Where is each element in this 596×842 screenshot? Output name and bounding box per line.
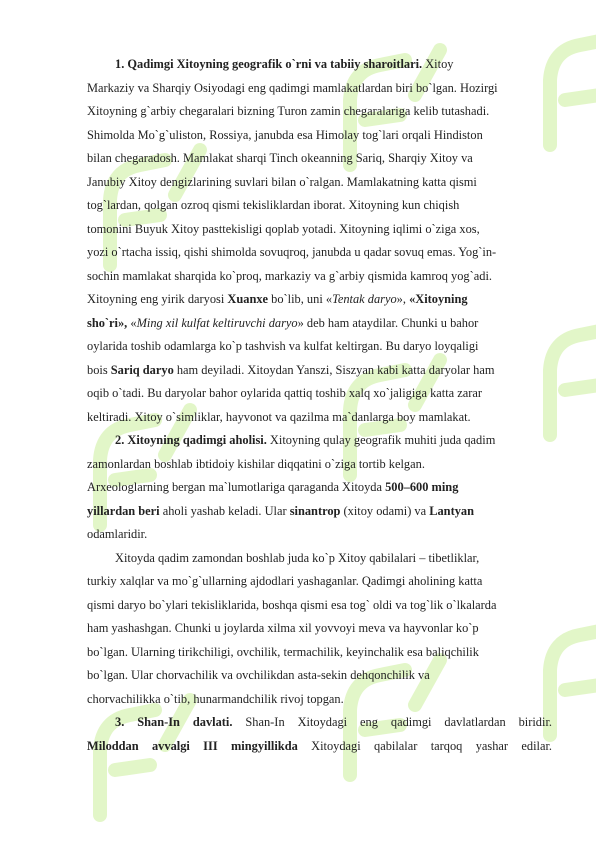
text-line [87,711,552,735]
text-line [87,570,552,594]
text-run: Arxeologlarning bergan ma`lumotlariga qaraganda Xitoyda [87,480,386,494]
text-run: bo`lgan. Ular chorvachilik va ovchilikdan asta-sekin dehqonchilik va [87,668,430,682]
text-run: bilan chegaradosh. Mamlakat sharqi Tinch okeanning Sariq, Sharqiy Xitoy va [87,151,473,165]
italic-text: Ming xil kulfat keltiruvchi daryo [136,315,298,330]
bold-text: 2. Xitoyning qadimgi aholisi. [115,433,267,447]
text-line [87,288,552,312]
bold-text: 3. Shan-In davlati. [115,715,233,729]
text-line [87,406,552,430]
text-line [87,312,552,336]
bold-text: sho`ri», [87,315,128,330]
text-line [87,359,552,383]
text-line [87,617,552,641]
italic-text: Tentak daryo [332,292,397,306]
document-body [87,53,552,758]
text-run: Xitoyning qulay geografik muhiti juda qadim [266,433,496,447]
text-line [87,688,552,712]
text-run: tomonini Buyuk Xitoy pasttekisligi qoplab yotadi. Xitoyning iqlimi o`ziga xos, [87,221,480,236]
bold-text: Xuanxe [227,292,269,306]
text-line [87,124,552,148]
bold-text: Miloddan avvalgi III mingyillikda [87,738,298,753]
text-line [87,476,552,500]
text-run: Xitoyning eng yirik daryosi [87,292,228,306]
text-line [87,100,552,124]
text-line [87,194,552,218]
text-run: chorvachilikka o`tib, hunarmandchilik rivoj topgan. [87,691,344,706]
watermark-mark [550,30,596,145]
text-line [87,53,552,77]
text-run: oqib o`tadi. Bu daryolar bahor oylarida qattiq toshib xalq xo`jaligiga katta zarar [87,386,482,400]
text-run: aholi yashab keladi. Ular [159,503,290,518]
text-run: ham yashashgan. Chunki u joylarda xilma xil yovvoyi meva va hayvonlar ko`p [87,621,479,635]
bold-text: yillardan beri [87,503,160,518]
text-line [87,218,552,242]
text-run: Xitoy [422,57,454,71]
text-line [87,147,552,171]
text-run: ham deyiladi. Xitoydan Yanszi, Siszyan kabi katta daryolar ham [173,362,495,377]
text-line [87,547,552,571]
text-run: bois [87,362,111,377]
text-run: Xitoyda qadim zamondan boshlab juda ko`p Xitoy qabilalari – tibetliklar, [115,550,480,565]
text-run: », [396,292,410,306]
text-run: (xitoy odami) va [340,503,430,518]
text-line [87,641,552,665]
text-run: Janubiy Xitoy dengizlarining suvlari bilan o`ralgan. Mamlakatning katta qismi [87,174,477,189]
text-run: qismi daryo bo`ylari tekisliklarida, boshqa qismi esa tog` oldi va tog`lik o`lkalarda [87,597,497,612]
text-line [87,500,552,524]
text-run: zamonlardan boshlab ibtidoiy kishilar diqqatini o`ziga tortib kelgan. [87,456,425,471]
text-line [87,664,552,688]
bold-text: «Xitoyning [409,292,468,306]
text-line [87,429,552,453]
text-line [87,453,552,477]
bold-text: 500–600 ming [385,480,459,494]
text-line [87,594,552,618]
text-run: Xitoyning g`arbiy chegaralari bizning Turon zamin chegaralariga kelib tutashadi. [87,104,490,118]
text-line [87,735,552,759]
text-run: tog`lardan, qolgan ozroq qismi tekisliklardan iborat. Xitoyning kun chiqish [87,198,460,212]
text-run: Xitoydagi qabilalar tarqoq yashar edilar. [297,738,552,753]
text-run: oylarida toshib odamlarga ko`p tashvish va kulfat keltirgan. Bu daryo loyqaligi [87,339,479,353]
text-run: sochin mamlakat sharqida ko`proq, markaziy va g`arbiy qismida kamroq yog`adi. [87,268,492,283]
text-line [87,523,552,547]
text-run: « [127,315,137,330]
text-run: Shimolda Mo`g`uliston, Rossiya, janubda esa Himolay tog`lari orqali Hindiston [87,127,483,142]
text-run: Shan-In Xitoydagi eng qadimgi davlatlardan biridir. [232,715,552,729]
text-line [87,265,552,289]
text-run: yozi o`rtacha issiq, qishi shimolda sovuqroq, janubda u qadar sovuq emas. Yog`in- [87,245,497,259]
text-line [87,77,552,101]
text-run: » deb ham ataydilar. Chunki u bahor [297,315,479,330]
text-run: Markaziy va Sharqiy Osiyodagi eng qadimgi mamlakatlardan biri bo`lgan. Hozirgi [87,80,498,95]
text-run: keltiradi. Xitoy o`simliklar, hayvonot va qazilma ma`danlarga boy mamlakat. [87,409,471,424]
text-line [87,335,552,359]
watermark-mark [550,320,596,435]
bold-text: Lantyan [429,503,474,518]
text-line [87,241,552,265]
bold-text: 1. Qadimgi Xitoyning geografik o`rni va tabiiy sharoitlari. [115,57,423,71]
text-run: bo`lgan. Ularning tirikchiligi, ovchilik, termachilik, keyinchalik esa baliqchilik [87,644,479,659]
text-run: odamlaridir. [87,527,148,541]
text-line [87,171,552,195]
text-line [87,382,552,406]
bold-text: Sariq daryo [110,362,174,377]
text-run: turkiy xalqlar va mo`g`ullarning ajdodlari yashaganlar. Qadimgi aholining katta [87,574,483,588]
bold-text: sinantrop [289,503,341,518]
watermark-mark [550,620,596,735]
text-run: bo`lib, uni « [268,292,333,306]
